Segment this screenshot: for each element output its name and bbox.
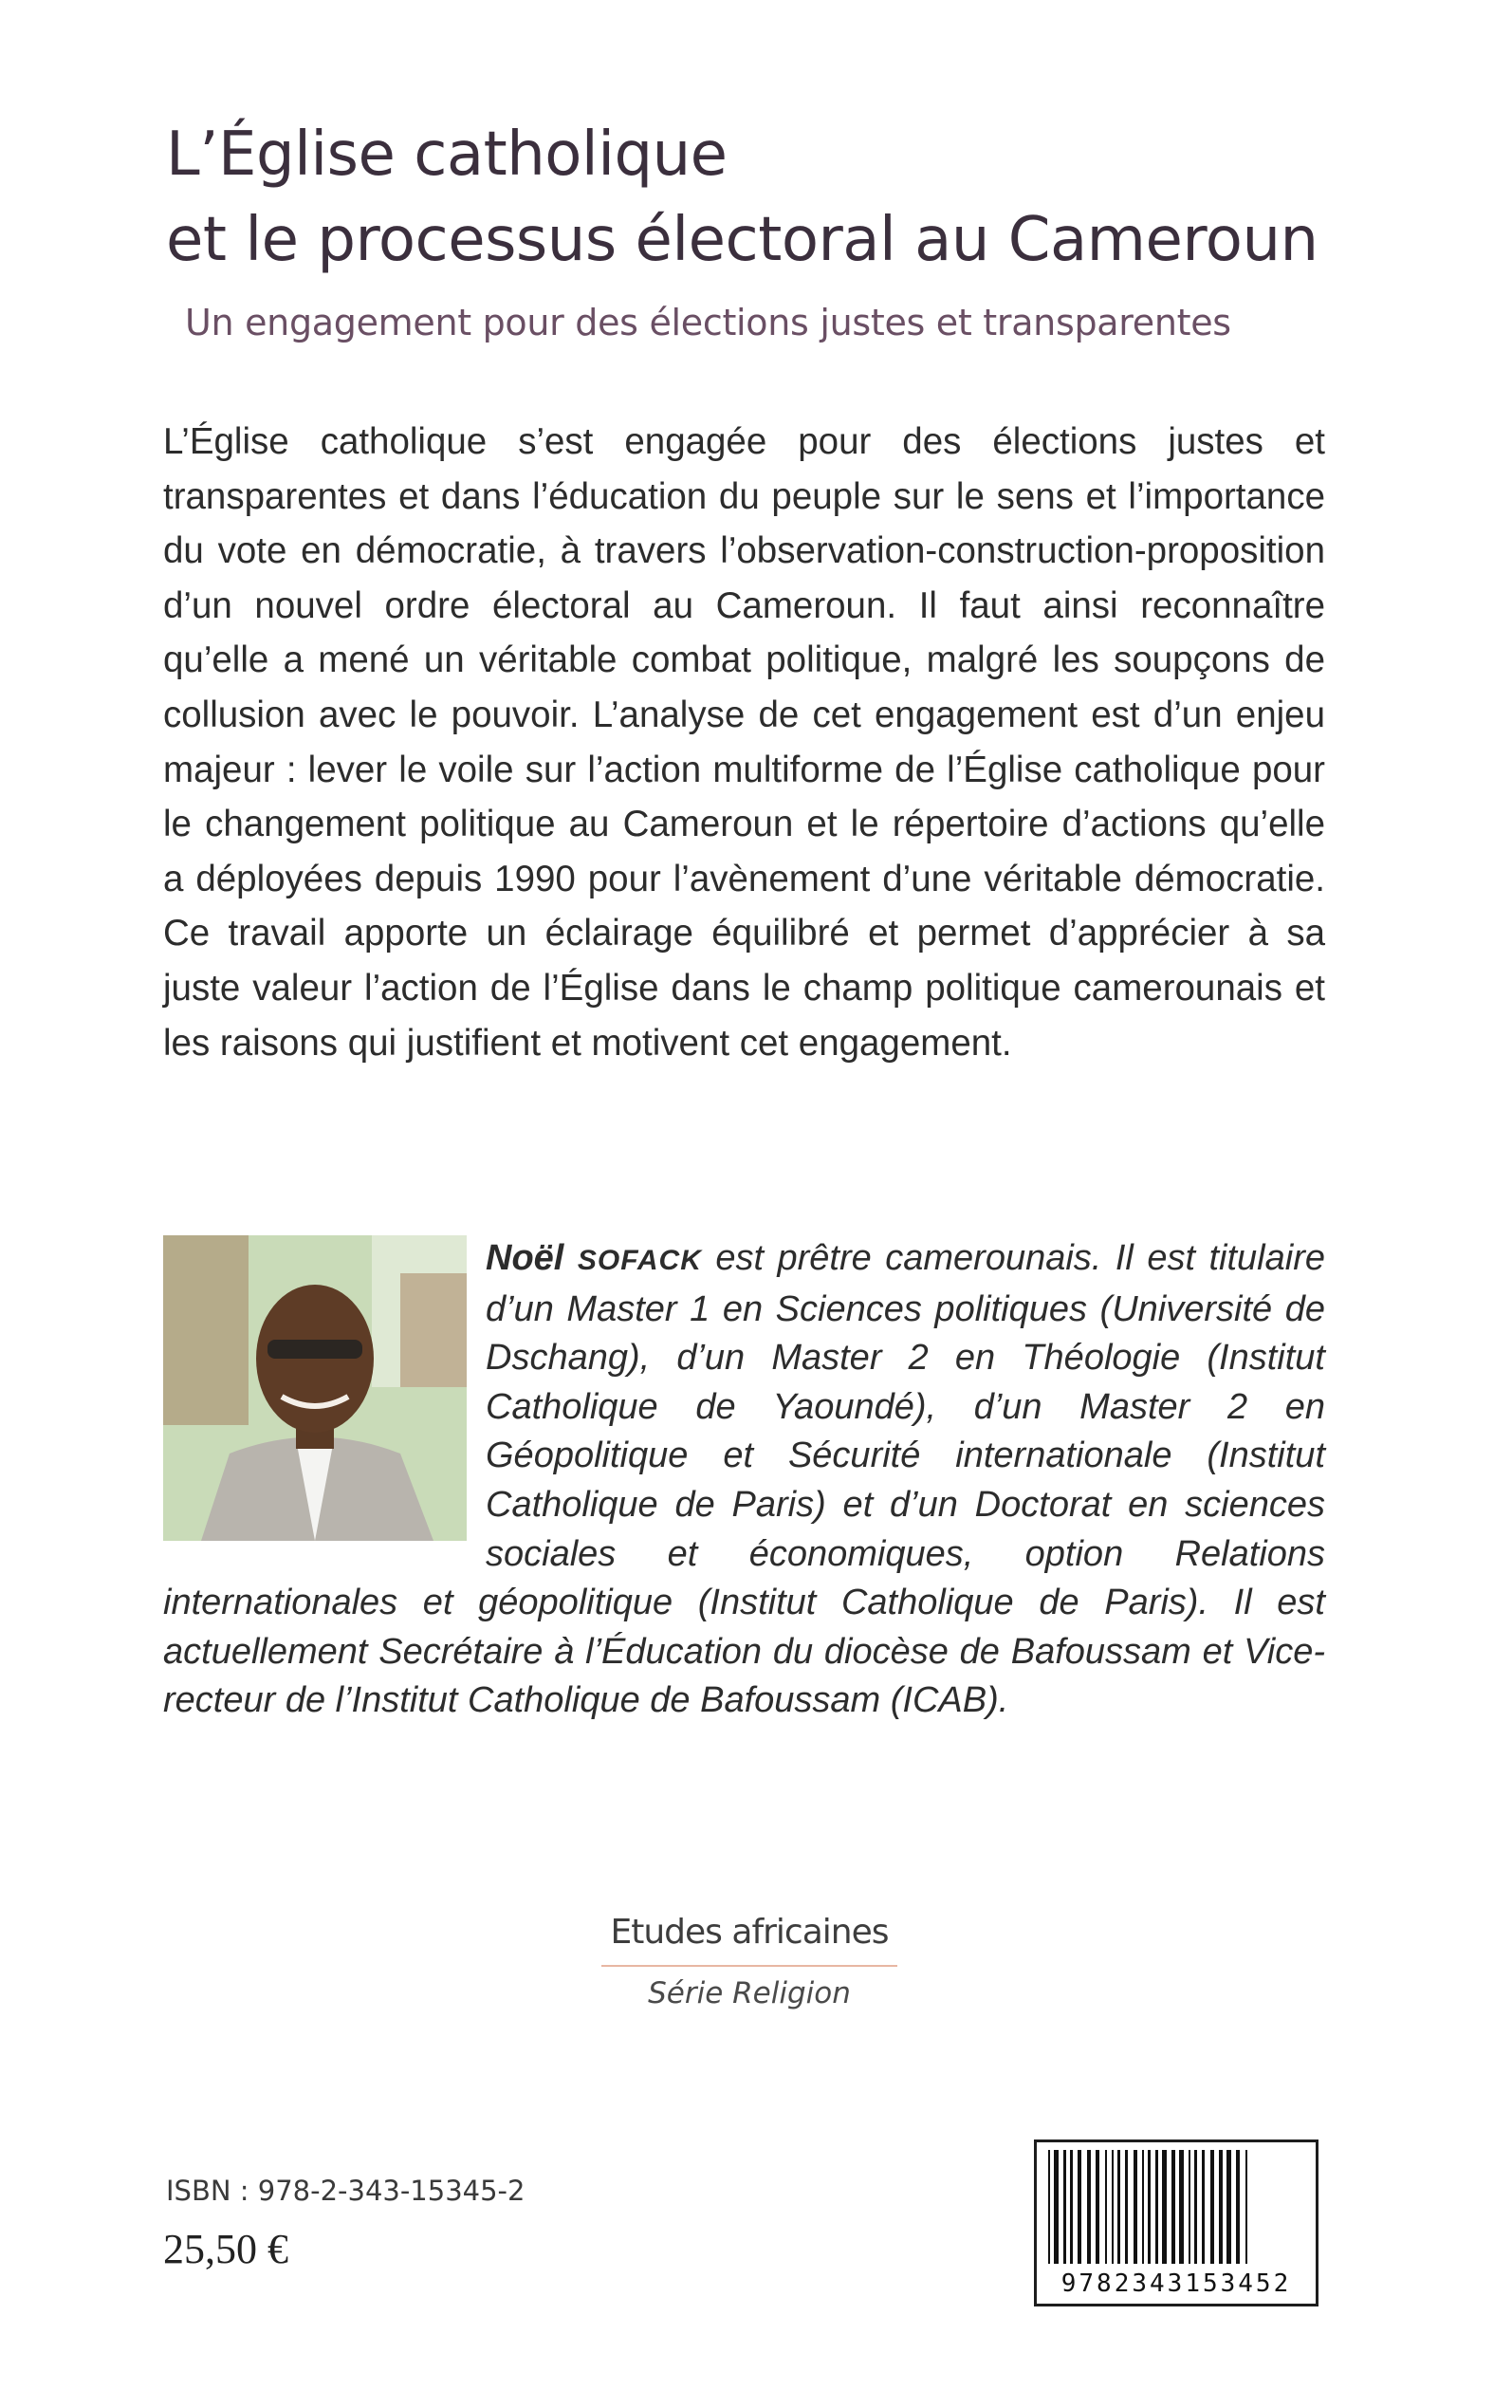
- barcode-bar: [1087, 2150, 1091, 2264]
- barcode: [1034, 2139, 1318, 2306]
- photo-spacer: [163, 1234, 486, 1538]
- barcode-bar: [1096, 2150, 1099, 2264]
- barcode-bar: [1105, 2150, 1107, 2264]
- barcode-bar: [1155, 2150, 1158, 2264]
- book-title: [166, 112, 1318, 283]
- barcode-bar: [1179, 2150, 1184, 2264]
- barcode-bar: [1125, 2150, 1128, 2264]
- barcode-bar: [1210, 2150, 1214, 2264]
- barcode-digits: 9782343153452: [1060, 2269, 1292, 2298]
- barcode-bar: [1202, 2150, 1205, 2264]
- barcode-bar: [1117, 2150, 1120, 2264]
- author-bio-text: est prêtre camerounais. Il est titulaire d’un Master 1 en Sciences politiques (Université de Dschang), d’un Master 2 en Théologie (Institut Catholique de Yaoundé), d’un Master 2 en Géopolitique et Sécurité internationale (Institut Catholique de Paris) et d’un Doctorat en sciences sociales et économiques, option Relations internationales et géopolitique (Institut Catholique de Paris). Il est actuellement Secrétaire à l’Éducation du diocèse de Bafoussam et Vice-recteur de l’Institut Catholique de Bafoussam (ICAB).: [163, 1238, 1325, 1721]
- barcode-bar: [1142, 2150, 1144, 2264]
- barcode-bar: [1245, 2150, 1247, 2264]
- title-line-1: L’Église catholique: [166, 120, 728, 190]
- barcode-bar: [1048, 2150, 1050, 2264]
- isbn: ISBN : 978-2-343-15345-2: [166, 2175, 526, 2207]
- barcode-bar: [1162, 2150, 1167, 2264]
- barcode-bar: [1219, 2150, 1223, 2264]
- series-divider: [601, 1965, 897, 1967]
- barcode-bars: [1046, 2150, 1306, 2264]
- series-mark: [588, 1912, 911, 2010]
- barcode-bar: [1226, 2150, 1231, 2264]
- barcode-bar: [1148, 2150, 1151, 2264]
- book-subtitle: Un engagement pour des élections justes et transparentes: [185, 302, 1231, 343]
- barcode-bar: [1236, 2150, 1240, 2264]
- barcode-bar: [1070, 2150, 1073, 2264]
- barcode-bar: [1189, 2150, 1190, 2264]
- barcode-bar: [1134, 2150, 1137, 2264]
- author-first-name: Noël: [486, 1238, 564, 1278]
- barcode-bar: [1078, 2150, 1081, 2264]
- price: 25,50 €: [163, 2226, 288, 2272]
- barcode-bar: [1171, 2150, 1175, 2264]
- author-last-name: SOFACK: [577, 1245, 702, 1276]
- barcode-bar: [1112, 2150, 1114, 2264]
- series-subtitle: Série Religion: [648, 1976, 851, 2010]
- author-bio: [163, 1234, 1325, 1726]
- title-line-2: et le processus électoral au Cameroun: [166, 205, 1318, 275]
- book-blurb: L’Église catholique s’est engagée pour des élections justes et transparentes et dans l’éducation du peuple sur le sens et l’importance du vote en démocratie, à travers l’observation-construction-proposition d’un nouvel ordre électoral au Cameroun. Il faut ainsi reconnaître qu’elle a mené un véritable combat politique, malgré les soupçons de collusion avec le pouvoir. L’analyse de cet engagement est d’un enjeu majeur : lever le voile sur l’action multiforme de l’Église catholique pour le changement politique au Cameroun et le répertoire d’actions qu’elle a déployées depuis 1990 pour l’avènement d’une véritable démocratie. Ce travail apporte un éclairage équilibré et permet d’apprécier à sa juste valeur l’action de l’Église dans le champ politique camerounais et les raisons qui justifient et motivent cet engagement.: [163, 421, 1325, 1064]
- barcode-bar: [1063, 2150, 1066, 2264]
- series-name: Etudes africaines: [610, 1913, 889, 1952]
- barcode-bar: [1194, 2150, 1197, 2264]
- barcode-bar: [1054, 2150, 1059, 2264]
